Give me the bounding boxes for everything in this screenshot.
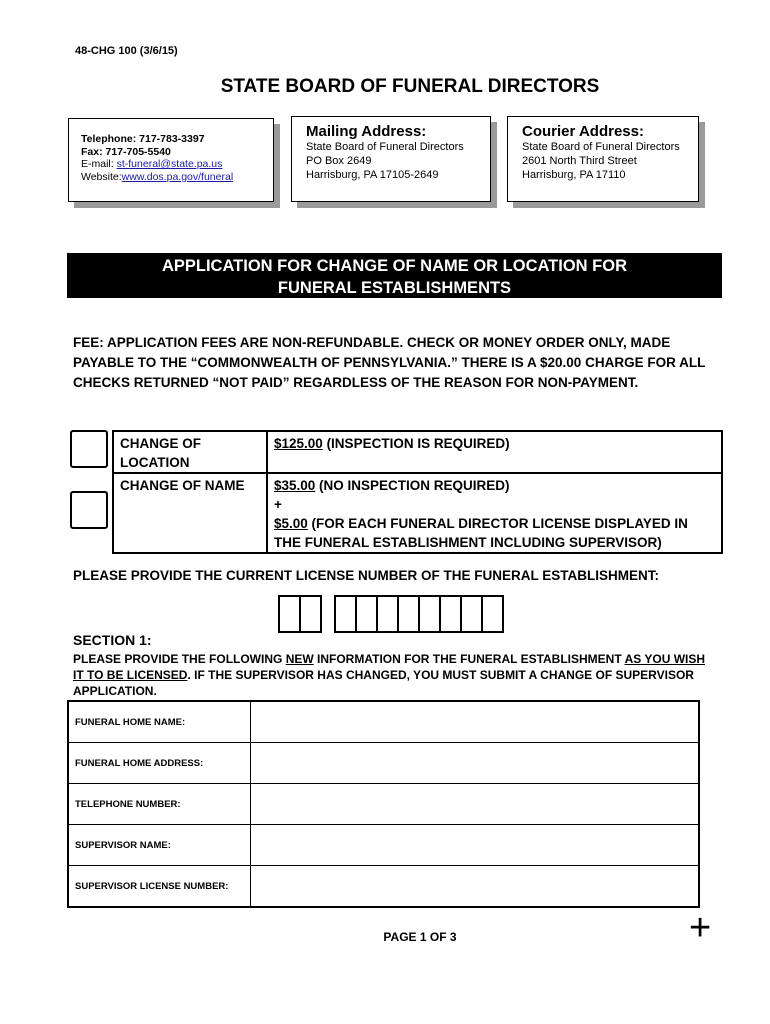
banner-line: FUNERAL ESTABLISHMENTS <box>277 279 512 297</box>
license-digit-box[interactable] <box>397 595 420 633</box>
table-row <box>68 866 699 908</box>
location-amount: $125.00 <box>274 436 323 451</box>
mailing-line: Harrisburg, PA 17105-2649 <box>306 169 439 181</box>
contact-box <box>68 118 274 202</box>
location-fee <box>267 431 722 473</box>
table-row <box>68 784 699 825</box>
contact-email-row <box>81 158 273 171</box>
license-digit-box[interactable] <box>481 595 504 633</box>
fee-notice: FEE: APPLICATION FEES ARE NON-REFUNDABLE. CHECK OR MONEY ORDER ONLY, MADE PAYABLE TO THE “COMMONWEALTH OF PENNSYLVANIA.” THERE IS A $20.00 CHARGE FOR ALL CHECKS RETURNED “NOT PAID” REGARDLESS OF THE REASON FOR NON-PAYMENT. <box>73 335 706 390</box>
table-row <box>68 701 699 743</box>
field-label: FUNERAL HOME NAME: <box>68 701 251 743</box>
telephone-number-input[interactable] <box>251 784 700 825</box>
license-digit-box[interactable] <box>355 595 378 633</box>
courier-line: 2601 North Third Street <box>522 155 637 167</box>
courier-line: Harrisburg, PA 17110 <box>522 169 626 181</box>
courier-line: State Board of Funeral Directors <box>522 141 680 153</box>
mailing-line: PO Box 2649 <box>306 155 372 167</box>
mailing-line: State Board of Funeral Directors <box>306 141 464 153</box>
fee-table <box>112 430 723 554</box>
desc-text: PLEASE PROVIDE THE FOLLOWING <box>73 652 286 666</box>
page-number: PAGE 1 OF 3 <box>383 930 457 944</box>
form-code: 48-CHG 100 (3/6/15) <box>75 45 178 57</box>
desc-wish: AS YOU WISH IT TO BE LICENSED <box>73 652 706 682</box>
name-note: (NO INSPECTION REQUIRED) <box>315 478 510 493</box>
application-banner <box>67 253 722 298</box>
contact-website-row <box>81 171 273 184</box>
mailing-heading: Mailing Address: <box>306 123 427 140</box>
section-1-heading: SECTION 1: <box>73 632 152 648</box>
establishment-info-table <box>67 700 700 908</box>
contact-fax: Fax: 717-705-5540 <box>81 145 171 158</box>
desc-text: INFORMATION FOR THE FUNERAL ESTABLISHMENT <box>313 652 625 666</box>
location-option-label: CHANGE OF LOCATION <box>113 431 267 473</box>
website-link[interactable]: www.dos.pa.gov/funeral <box>121 170 234 183</box>
license-digit-box[interactable] <box>278 595 301 633</box>
license-digit-box[interactable] <box>418 595 441 633</box>
license-prompt: PLEASE PROVIDE THE CURRENT LICENSE NUMBER OF THE FUNERAL ESTABLISHMENT: <box>73 568 660 583</box>
table-row <box>68 743 699 784</box>
license-digit-box[interactable] <box>460 595 483 633</box>
table-row <box>68 825 699 866</box>
field-label: SUPERVISOR NAME: <box>68 825 251 866</box>
name-amount: $35.00 <box>274 478 316 493</box>
email-label: E-mail: <box>81 158 117 170</box>
plus-mark: + <box>689 907 712 949</box>
courier-heading: Courier Address: <box>522 123 644 140</box>
license-amount: $5.00 <box>274 516 308 531</box>
field-label: FUNERAL HOME ADDRESS: <box>68 743 251 784</box>
page-title: STATE BOARD OF FUNERAL DIRECTORS <box>220 76 600 97</box>
supervisor-name-input[interactable] <box>251 825 700 866</box>
change-of-name-checkbox[interactable] <box>70 491 108 529</box>
license-digit-box[interactable] <box>376 595 399 633</box>
desc-text: . IF THE SUPERVISOR HAS CHANGED, YOU MUST SUBMIT A CHANGE OF SUPERVISOR APPLICATION. <box>73 668 694 698</box>
courier-address-box <box>507 116 699 202</box>
name-option-label: CHANGE OF NAME <box>113 473 267 553</box>
funeral-home-name-input[interactable] <box>251 701 700 743</box>
location-note: (INSPECTION IS REQUIRED) <box>322 436 510 451</box>
funeral-home-address-input[interactable] <box>251 743 700 784</box>
mailing-address-box <box>291 116 491 202</box>
license-note: (FOR EACH FUNERAL DIRECTOR LICENSE DISPLAYED IN THE FUNERAL ESTABLISHMENT INCLUDING SUPERVISOR) <box>274 516 688 550</box>
website-label: Website: <box>81 170 122 183</box>
supervisor-license-input[interactable] <box>251 866 700 908</box>
license-digit-box[interactable] <box>334 595 357 633</box>
section-1-description <box>73 651 713 699</box>
desc-new: NEW <box>285 652 314 666</box>
change-of-location-checkbox[interactable] <box>70 430 108 468</box>
license-digit-box[interactable] <box>439 595 462 633</box>
name-fee <box>267 473 722 553</box>
plus-sign: + <box>274 497 282 512</box>
contact-telephone: Telephone: 717-783-3397 <box>81 133 205 145</box>
email-link[interactable]: st-funeral@state.pa.us <box>116 158 223 170</box>
license-digit-box[interactable] <box>299 595 322 633</box>
banner-line: APPLICATION FOR CHANGE OF NAME OR LOCATION FOR <box>161 257 628 275</box>
field-label: TELEPHONE NUMBER: <box>68 784 251 825</box>
field-label: SUPERVISOR LICENSE NUMBER: <box>68 866 251 908</box>
